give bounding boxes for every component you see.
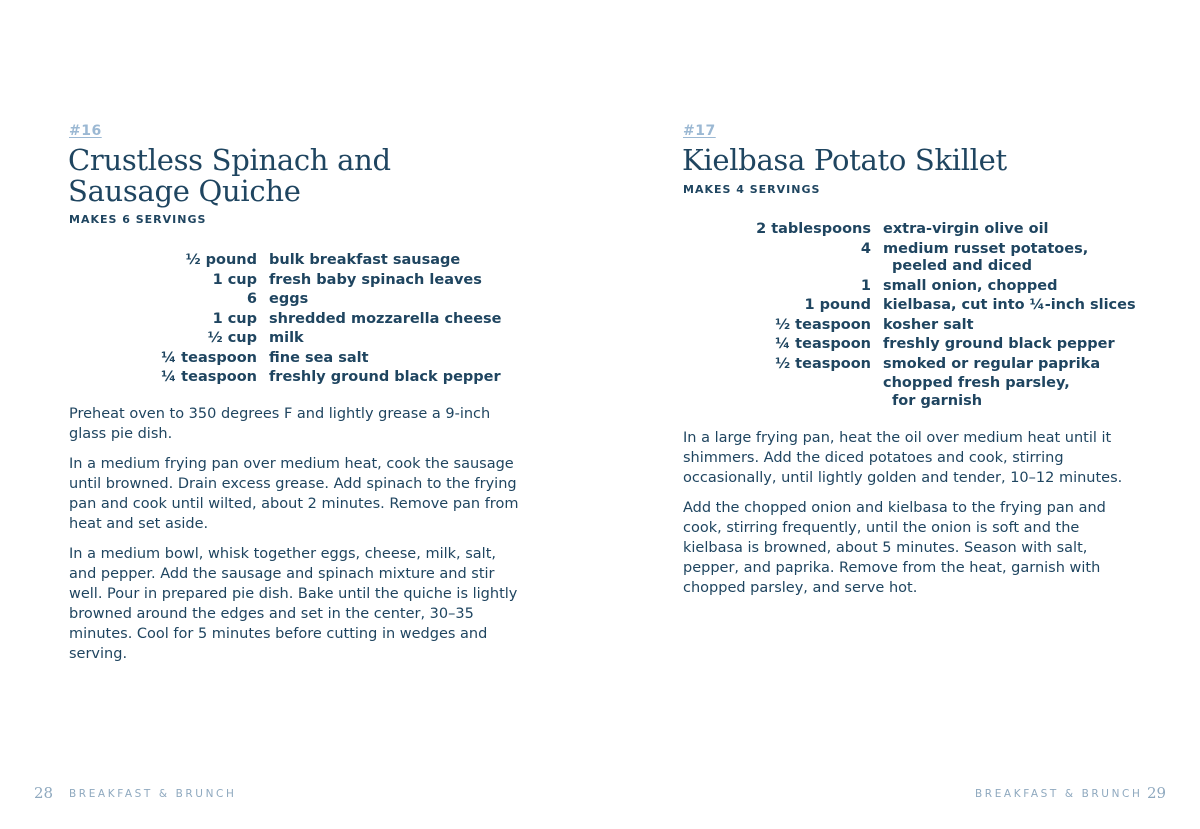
recipe-title-line: Crustless Spinach and xyxy=(68,143,391,177)
ingredient-name: shredded mozzarella cheese xyxy=(269,310,502,327)
ingredient-name-continuation: peeled and diced xyxy=(892,258,1032,274)
ingredient-name: freshly ground black pepper xyxy=(269,369,501,385)
ingredient-row xyxy=(40,311,540,329)
instruction-step: In a medium bowl, whisk together eggs, cheese, milk, salt, and pepper. Add the sausage and spinach mixture and stir well. Pour in prepared pie dish. Bake until the quiche is lightly browned around the edges and set in the center, 30–35 minutes. Cool for 5 minutes before cutting in wedges and serving. xyxy=(69,546,518,662)
ingredient-quantity: ¼ teaspoon xyxy=(161,369,257,385)
ingredient-row xyxy=(40,291,540,309)
instructions xyxy=(69,404,519,674)
ingredient-name: fine sea salt xyxy=(269,349,369,366)
ingredient-name: kielbasa, cut into ¼-inch slices xyxy=(883,297,1136,313)
ingredient-name xyxy=(871,375,1070,410)
ingredient-quantity: ½ pound xyxy=(185,252,257,268)
ingredient-quantity: ¼ teaspoon xyxy=(775,336,871,352)
ingredient-row xyxy=(640,221,1170,239)
recipe-title: Kielbasa Potato Skillet xyxy=(682,143,1007,177)
ingredient-quantity: 1 cup xyxy=(212,271,257,288)
ingredient-row xyxy=(40,369,540,387)
instructions xyxy=(683,428,1143,608)
ingredient-name: eggs xyxy=(269,291,309,307)
ingredient-name: smoked or regular paprika xyxy=(883,355,1101,372)
ingredient-quantity: ½ teaspoon xyxy=(775,355,871,372)
ingredient-quantity: 2 tablespoons xyxy=(756,221,871,237)
ingredient-row xyxy=(640,297,1170,315)
ingredient-name: freshly ground black pepper xyxy=(883,336,1115,352)
page-number: 28 xyxy=(34,784,54,802)
ingredient-row xyxy=(640,375,1170,410)
ingredient-name: milk xyxy=(269,330,304,346)
ingredient-quantity: ¼ teaspoon xyxy=(161,349,257,366)
ingredient-row xyxy=(40,330,540,348)
ingredient-quantity: 1 cup xyxy=(212,310,257,327)
recipe-title xyxy=(68,145,391,207)
ingredient-row xyxy=(40,272,540,290)
ingredient-name xyxy=(871,241,1088,276)
instruction-step: In a large frying pan, heat the oil over medium heat until it shimmers. Add the diced potatoes and cook, stirring occasionally, until lightly golden and tender, 10–12 minutes. xyxy=(683,430,1123,486)
ingredient-quantity: 1 xyxy=(860,277,871,294)
instruction-step: In a medium frying pan over medium heat, cook the sausage until browned. Drain excess grease. Add spinach to the frying pan and cook until wilted, about 2 minutes. Remove pan from heat and set aside. xyxy=(69,456,519,532)
ingredient-quantity: ½ teaspoon xyxy=(775,316,871,333)
ingredient-quantity: 6 xyxy=(246,291,257,307)
ingredient-name: extra-virgin olive oil xyxy=(883,221,1049,237)
ingredient-name: fresh baby spinach leaves xyxy=(269,271,482,288)
ingredient-row xyxy=(640,336,1170,354)
recipe-title-line: Sausage Quiche xyxy=(68,174,301,208)
ingredient-name: bulk breakfast sausage xyxy=(269,252,461,268)
servings-label: MAKES 4 SERVINGS xyxy=(683,183,821,196)
ingredient-row xyxy=(40,252,540,270)
ingredient-quantity: ½ cup xyxy=(207,330,257,346)
ingredient-name: kosher salt xyxy=(883,316,974,333)
ingredient-quantity xyxy=(640,375,871,410)
ingredient-quantity: 4 xyxy=(860,240,871,257)
ingredient-list xyxy=(640,221,1170,412)
right-page xyxy=(600,0,1200,829)
recipe-number: #16 xyxy=(69,123,102,139)
ingredient-row xyxy=(640,317,1170,335)
recipe-number: #17 xyxy=(683,123,716,139)
page-number: 29 xyxy=(1147,784,1167,802)
ingredient-name-line: chopped fresh parsley, xyxy=(883,375,1070,391)
ingredient-name-line: medium russet potatoes, xyxy=(883,240,1089,257)
section-name: BREAKFAST & BRUNCH xyxy=(69,788,237,800)
instruction-step: Preheat oven to 350 degrees F and lightly grease a 9-inch glass pie dish. xyxy=(69,406,491,442)
ingredient-quantity: 1 pound xyxy=(804,297,871,313)
ingredient-row xyxy=(40,350,540,368)
ingredient-name-continuation: for garnish xyxy=(892,392,983,409)
ingredient-list xyxy=(40,252,540,389)
ingredient-row xyxy=(640,241,1170,276)
ingredient-row xyxy=(640,356,1170,374)
ingredient-name: small onion, chopped xyxy=(883,277,1058,294)
section-name: BREAKFAST & BRUNCH xyxy=(975,788,1143,800)
instruction-step: Add the chopped onion and kielbasa to the frying pan and cook, stirring frequently, until the onion is soft and the kielbasa is browned, about 5 minutes. Season with salt, pepper, and paprika. Remove from the heat, garnish with chopped parsley, and serve hot. xyxy=(683,500,1106,596)
servings-label: MAKES 6 SERVINGS xyxy=(69,213,207,226)
ingredient-row xyxy=(640,278,1170,296)
